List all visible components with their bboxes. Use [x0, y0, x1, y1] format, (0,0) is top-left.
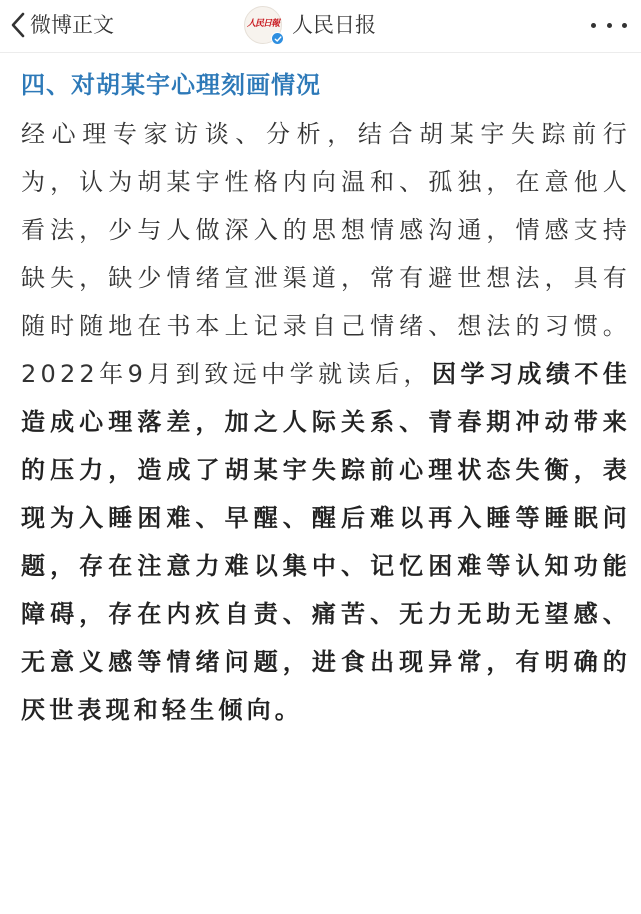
paragraph-intro-text: 经心理专家访谈、分析，结合胡某宇失踪前行为，认为胡某宇性格内向温和、孤独，在意他人看法，少与人做深入的思想情感沟通，情感支持缺失，缺少情绪宣泄渠道，常有避世想法，具有随时随地在书本上记录自己情绪、想法的习惯。2022年9月到致远中学就读后， — [21, 120, 631, 388]
account-info[interactable] — [244, 5, 376, 45]
more-options-button[interactable] — [591, 10, 627, 40]
avatar[interactable] — [244, 6, 282, 44]
account-name[interactable]: 人民日报 — [292, 13, 376, 37]
verified-icon — [271, 32, 284, 45]
ellipsis-icon — [591, 23, 596, 28]
article-paragraph — [21, 110, 631, 734]
back-button[interactable] — [10, 5, 114, 45]
back-label: 微博正文 — [30, 13, 114, 37]
ellipsis-icon — [622, 23, 627, 28]
paragraph-bold-text: 因学习成绩不佳造成心理落差，加之人际关系、青春期冲动带来的压力，造成了胡某宇失踪前心理状态失衡，表现为入睡困难、早醒、醒后难以再入睡等睡眠问题，存在注意力难以集中、记忆困难等认知功能障碍，存在内疚自责、痛苦、无力无助无望感、无意义感等情绪问题，进食出现异常，有明确的厌世表现和轻生倾向。 — [21, 360, 631, 724]
top-navigation-bar — [0, 0, 641, 53]
chevron-left-icon — [10, 12, 26, 38]
article-body — [0, 53, 631, 734]
avatar-logo-text: 人民日報 — [246, 18, 279, 29]
ellipsis-icon — [607, 23, 612, 28]
section-heading: 四、对胡某宇心理刻画情况 — [21, 71, 321, 99]
